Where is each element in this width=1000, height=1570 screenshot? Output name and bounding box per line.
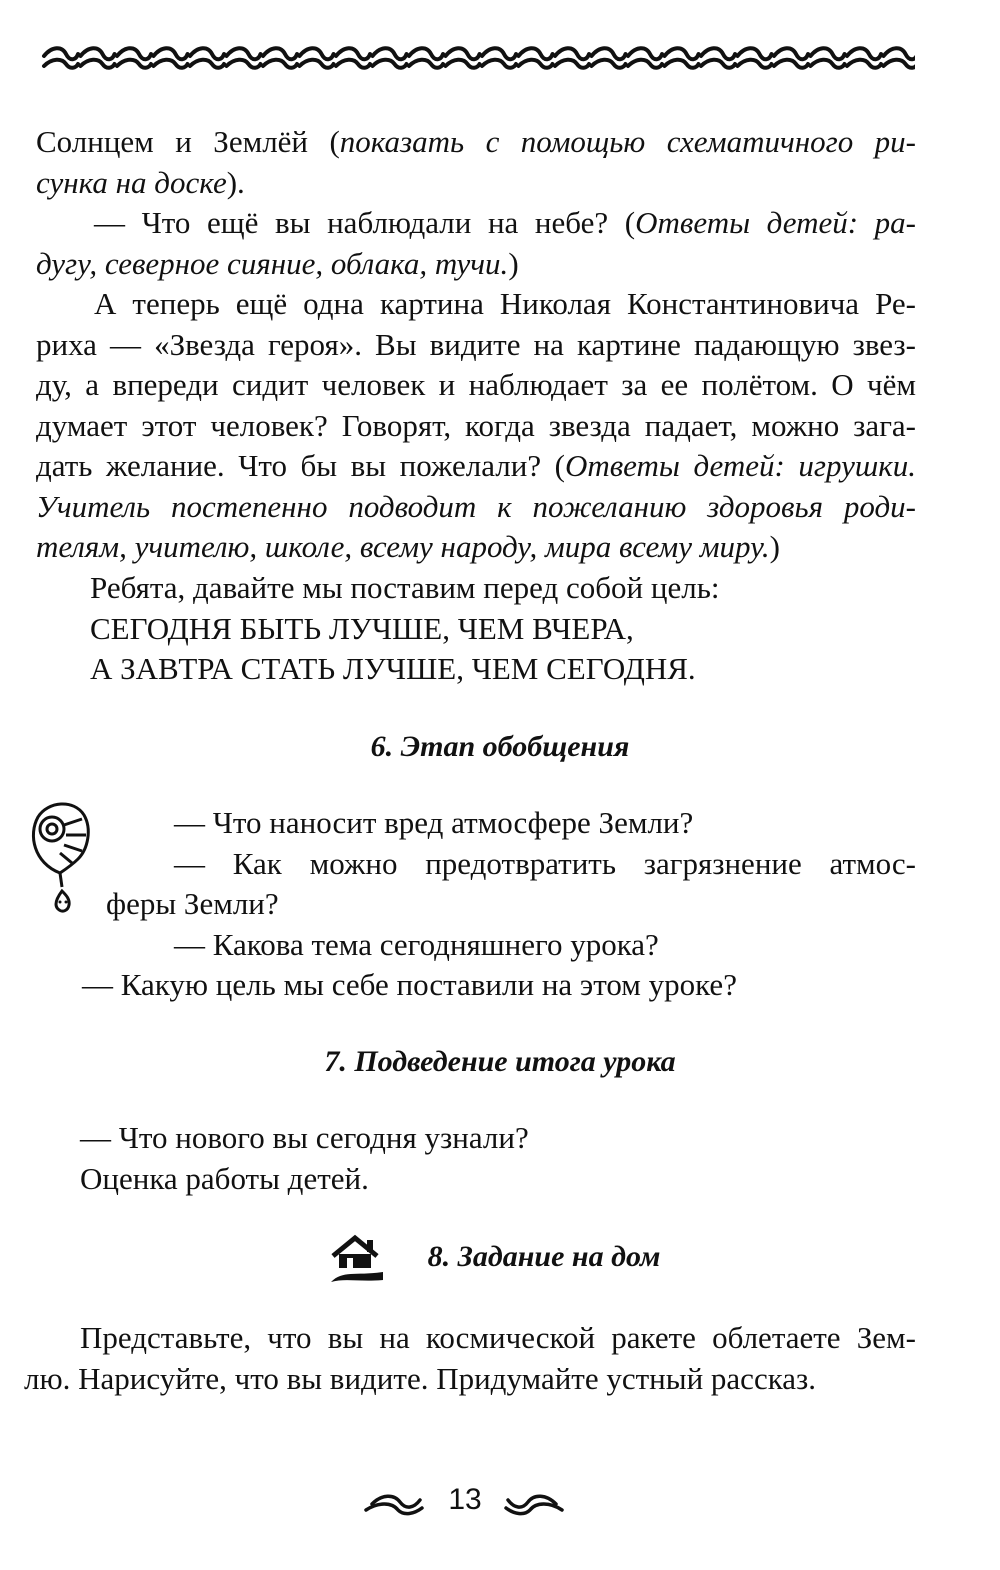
text: ): [508, 245, 519, 281]
question: — Какую цель мы себе поставили на этом уроке?: [82, 967, 737, 1002]
section6-questions: [36, 803, 916, 1006]
paragraph-roerich-painting: [36, 284, 916, 568]
wave-ornament: [81, 48, 115, 59]
italic-text: показать с помощью схематичного ри-: [339, 124, 916, 159]
wave-ornament: [336, 48, 370, 59]
text-line: думает этот человек? Говорят, когда звезда падает, можно зага-: [36, 407, 916, 443]
wave-ornament: [665, 48, 699, 59]
wave-ornament: [811, 48, 845, 59]
italic-text: сунка на доске: [36, 164, 227, 200]
question: — Как можно предотвратить загрязнение атмос-: [174, 845, 916, 881]
text: дать желание. Что бы вы пожелали? (: [36, 448, 565, 483]
section7-body: [80, 1118, 960, 1199]
wave-ornament: [701, 48, 735, 59]
wave-ornament: [154, 48, 188, 59]
homework-text: [24, 1318, 916, 1399]
question-continuation: феры Земли?: [106, 886, 279, 921]
italic-text: дугу, северное сияние, облака, тучи.: [36, 245, 509, 281]
house-icon: [329, 1232, 385, 1284]
text: ): [769, 529, 780, 564]
question: — Что наносит вред атмосфере Земли?: [174, 805, 694, 840]
paragraph-goal: [90, 568, 910, 690]
section-heading: 8. Задание на дом: [427, 1240, 661, 1273]
text-line: Ребята, давайте мы поставим перед собой цель:: [90, 570, 720, 605]
wave-ornament: [592, 48, 626, 59]
wave-ornament: [774, 48, 808, 59]
italic-text-line: Учитель постепенно подводит к пожеланию здоровья роди-: [36, 488, 916, 524]
italic-text: Ответы детей: ра-: [635, 205, 917, 240]
footer-ornament: [0, 1480, 1000, 1530]
paragraph-sky-question: [36, 203, 916, 284]
wave-ornament: [373, 48, 407, 59]
wave-ornament: [519, 48, 553, 59]
wave-ornament: [446, 48, 480, 59]
section-heading: 6. Этап обобщения: [370, 730, 630, 763]
wave-ornament: [300, 48, 334, 59]
wave-ornament: [263, 48, 297, 59]
goal-line: СЕГОДНЯ БЫТЬ ЛУЧШЕ, ЧЕМ ВЧЕРА,: [90, 610, 634, 646]
text-line: А теперь ещё одна картина Николая Константиновича Ре-: [94, 286, 916, 321]
text-line: риха — «Звезда героя». Вы видите на картине падающую звез-: [36, 326, 916, 362]
text-line: ду, а впереди сидит человек и наблюдает за ее полётом. О чём: [36, 367, 916, 402]
text-line: Оценка работы детей.: [80, 1160, 369, 1196]
wave-ornament: [628, 48, 662, 59]
text: Солнцем и Землёй (: [36, 124, 340, 159]
wave-ornament: [190, 48, 224, 59]
italic-text: телям, учителю, школе, всему народу, мира всему миру.: [36, 529, 770, 564]
decorative-wave-border: [40, 42, 915, 76]
wave-ornament: [555, 48, 589, 59]
text-line: Представьте, что вы на космической ракете облетаете Зем-: [80, 1320, 916, 1355]
text-line: лю. Нарисуйте, что вы видите. Придумайте устный рассказ.: [24, 1360, 817, 1396]
wave-ornament: [227, 48, 261, 59]
italic-text: Ответы детей: игрушки.: [564, 448, 916, 483]
section-heading: 7. Подведение итога урока: [324, 1045, 676, 1078]
wave-ornament: [117, 48, 151, 59]
question: — Какова тема сегодняшнего урока?: [174, 926, 659, 962]
text-line: — Что нового вы сегодня узнали?: [80, 1120, 529, 1155]
wave-ornament: [847, 48, 881, 59]
page-number: 13: [448, 1483, 482, 1516]
paragraph-continuation: [36, 122, 916, 203]
text: ).: [226, 164, 245, 200]
wave-ornament: [884, 48, 916, 59]
wave-ornament: [482, 48, 516, 59]
goal-line: А ЗАВТРА СТАТЬ ЛУЧШЕ, ЧЕМ СЕГОДНЯ.: [90, 651, 696, 686]
wave-ornament: [44, 48, 78, 59]
wave-ornament: [409, 48, 443, 59]
text: — Что ещё вы наблюдали на небе? (: [94, 205, 636, 240]
wave-ornament: [738, 48, 772, 59]
